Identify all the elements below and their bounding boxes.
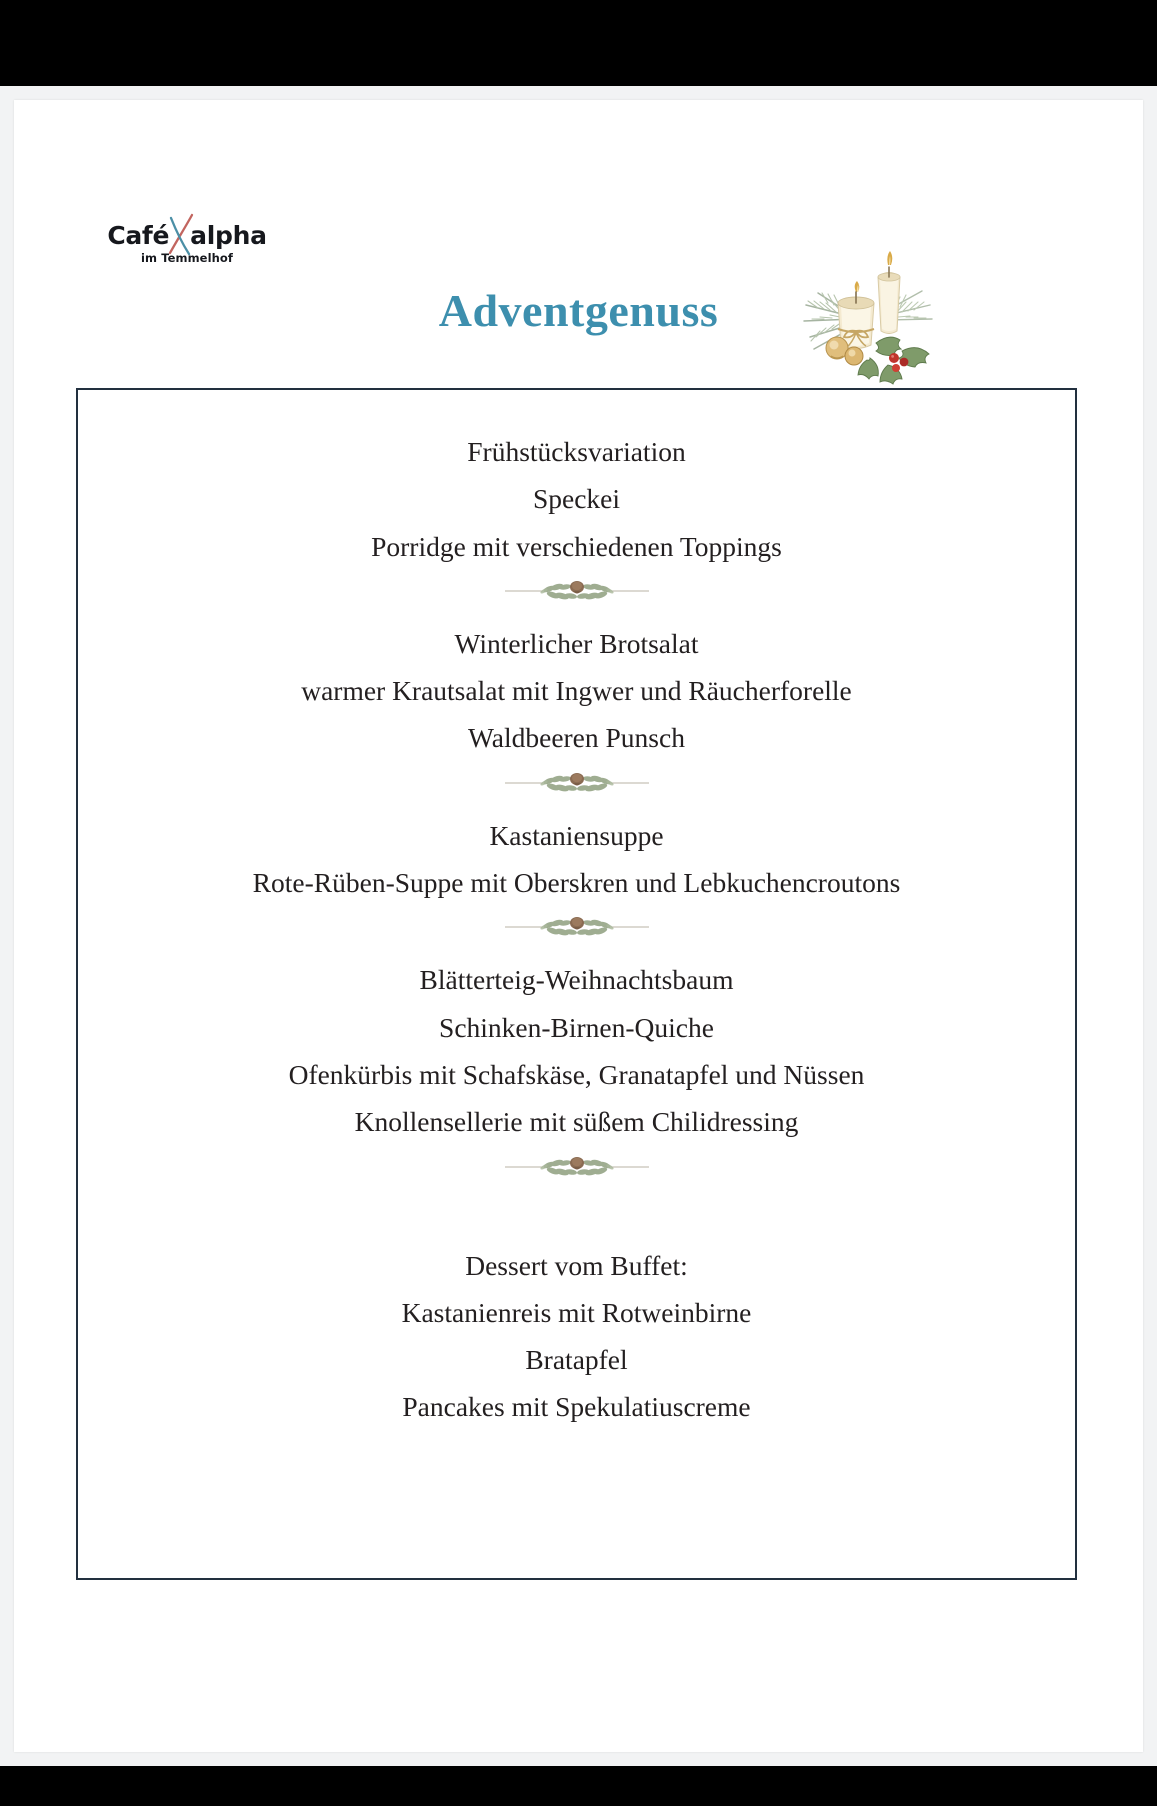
menu-item: warmer Krautsalat mit Ingwer und Räucherforelle bbox=[301, 675, 852, 707]
botanical-leaf-divider-icon bbox=[503, 1154, 651, 1180]
christmas-candles-icon bbox=[784, 225, 944, 385]
menu-page bbox=[14, 100, 1143, 1752]
botanical-leaf-divider-icon bbox=[503, 770, 651, 796]
menu-item: Speckei bbox=[532, 483, 621, 515]
brand-logo bbox=[102, 222, 272, 265]
menu-item: Knollensellerie mit süßem Chilidressing bbox=[354, 1106, 799, 1138]
course-breakfast bbox=[78, 428, 1075, 570]
menu-item: Frühstücksvariation bbox=[467, 436, 686, 467]
letterbox-bar-top bbox=[0, 0, 1157, 86]
menu-item: Bratapfel bbox=[525, 1344, 628, 1376]
menu-item: Winterlicher Brotsalat bbox=[454, 627, 699, 659]
course-soups bbox=[78, 812, 1075, 907]
page-header bbox=[14, 100, 1143, 336]
brand-logo-wordmark bbox=[107, 222, 266, 248]
menu-item: Blätterteig-Weihnachtsbaum bbox=[419, 964, 734, 996]
menu-item: Waldbeeren Punsch bbox=[468, 722, 685, 754]
menu-item: Schinken-Birnen-Quiche bbox=[439, 1011, 714, 1043]
menu-item: Pancakes mit Spekulatiuscreme bbox=[402, 1391, 751, 1423]
menu-item: Kastanienreis mit Rotweinbirne bbox=[401, 1296, 752, 1328]
menu-item: Kastaniensuppe bbox=[489, 819, 664, 851]
x-monogram-icon bbox=[169, 222, 190, 248]
course-mains bbox=[78, 956, 1075, 1145]
letterbox-bar-bottom bbox=[0, 1766, 1157, 1806]
botanical-leaf-divider-icon bbox=[503, 578, 651, 604]
dessert-heading: Dessert vom Buffet: bbox=[465, 1249, 688, 1281]
course-dessert bbox=[78, 1242, 1075, 1431]
page-title: Adventgenuss bbox=[438, 285, 719, 336]
brand-logo-subtitle: im Temmelhof bbox=[140, 251, 234, 265]
brand-logo-alpha-text: alpha bbox=[190, 221, 267, 250]
course-salads bbox=[78, 620, 1075, 762]
brand-logo-cafe-text: Café bbox=[107, 221, 170, 250]
botanical-leaf-divider-icon bbox=[503, 914, 651, 940]
menu-border-box bbox=[76, 388, 1077, 1580]
menu-content bbox=[78, 390, 1075, 1431]
menu-item: Rote-Rüben-Suppe mit Oberskren und Lebkuchencroutons bbox=[252, 867, 901, 899]
menu-item: Ofenkürbis mit Schafskäse, Granatapfel und Nüssen bbox=[288, 1058, 865, 1090]
menu-item: Porridge mit verschiedenen Toppings bbox=[371, 530, 782, 562]
